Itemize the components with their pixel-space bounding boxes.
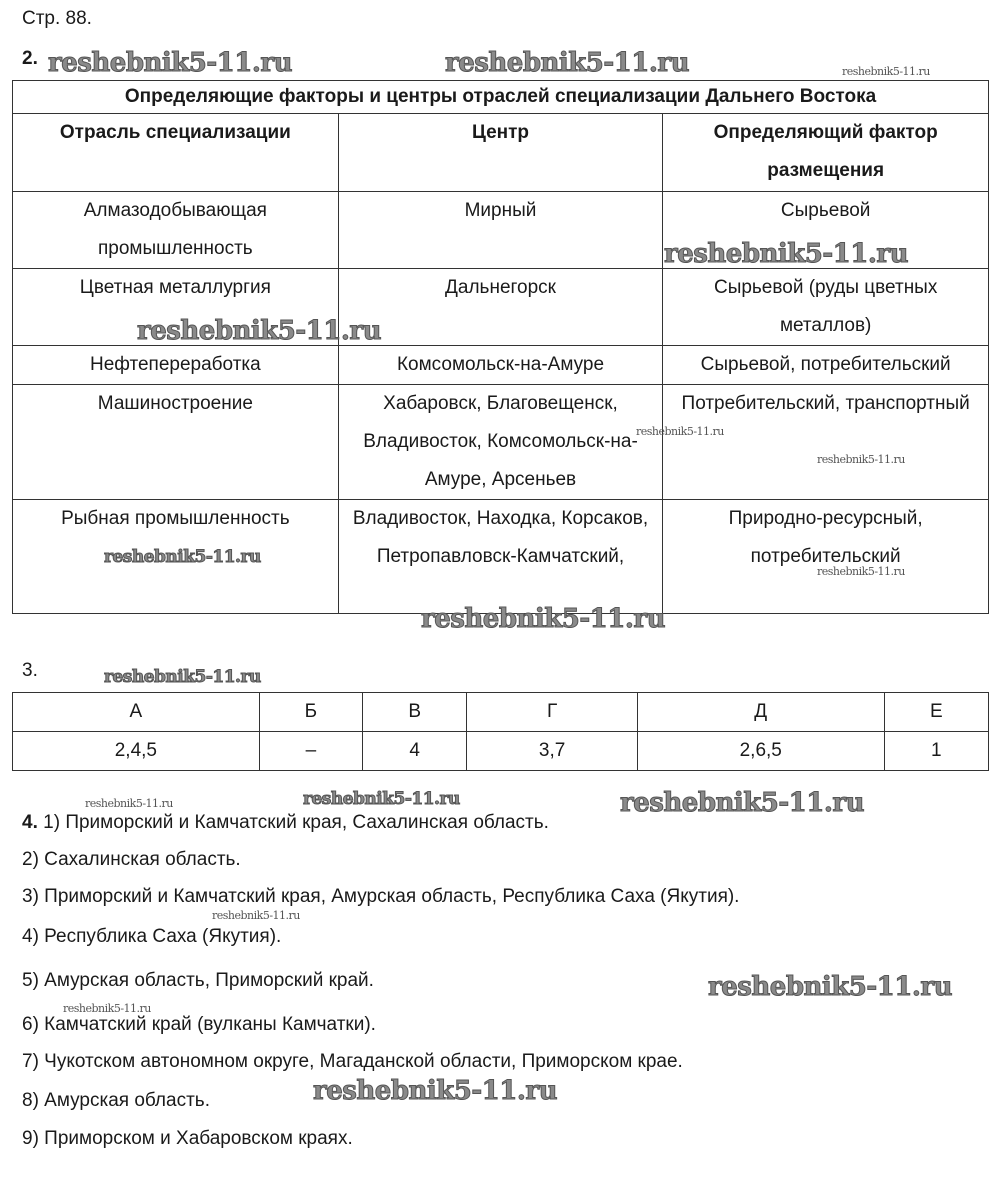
letter-header: Б (259, 693, 362, 732)
task4-number: 4. (22, 812, 38, 833)
task2-number: 2. (22, 48, 38, 69)
center-cell: Хабаровск, Благовещенск, Владивосток, Комсомольск-на-Амуре, Арсеньев (338, 385, 663, 500)
task4-answer-2: 2) Сахалинская область. (22, 849, 241, 870)
watermark: reshebnik5-11.ru (708, 972, 953, 1002)
branch-cell: Машиностроение (13, 385, 339, 500)
factor-cell: Сырьевой (663, 192, 989, 269)
task4-answer-4: 4) Республика Саха (Якутия). (22, 926, 282, 947)
matching-table (12, 692, 989, 771)
watermark: reshebnik5-11.ru (137, 316, 382, 346)
answer-cell: – (259, 732, 362, 771)
watermark: reshebnik5-11.ru (636, 425, 724, 438)
letter-header: Г (467, 693, 637, 732)
factor-cell: Сырьевой (руды цветных металлов) (663, 269, 989, 346)
answer-cell: 3,7 (467, 732, 637, 771)
task4-answer-6: 6) Камчатский край (вулканы Камчатки). (22, 1014, 376, 1035)
watermark: reshebnik5-11.ru (817, 565, 905, 578)
branch-cell: Рыбная промышленность (13, 500, 339, 614)
watermark: reshebnik5-11.ru (842, 65, 930, 78)
watermark: reshebnik5-11.ru (85, 797, 173, 810)
factor-cell: Природно-ресурсный, потребительский (663, 500, 989, 614)
letter-header: Е (884, 693, 988, 732)
center-cell: Дальнегорск (338, 269, 663, 346)
task4-answer-5: 5) Амурская область, Приморский край. (22, 970, 374, 991)
factor-cell: Сырьевой, потребительский (663, 346, 989, 385)
watermark: reshebnik5-11.ru (664, 239, 909, 269)
task4-answer-1 (22, 812, 549, 834)
task4-answer-7: 7) Чукотском автономном округе, Магаданской области, Приморском крае. (22, 1051, 683, 1072)
watermark: reshebnik5-11.ru (421, 604, 666, 634)
answer-text: 1) Приморский и Камчатский края, Сахалинская область. (43, 812, 549, 833)
task4-answer-9: 9) Приморском и Хабаровском краях. (22, 1128, 353, 1149)
letter-header: В (363, 693, 467, 732)
watermark: reshebnik5-11.ru (445, 48, 690, 78)
column-header: Определяющий фактор размещения (663, 114, 989, 192)
branch-cell: Цветная металлургия (13, 269, 339, 346)
letter-header: А (13, 693, 260, 732)
watermark: reshebnik5-11.ru (212, 909, 300, 922)
branch-cell: Алмазодобывающая промышленность (13, 192, 339, 269)
watermark: reshebnik5-11.ru (104, 667, 261, 687)
branch-cell: Нефтепереработка (13, 346, 339, 385)
answer-cell: 4 (363, 732, 467, 771)
task3-number: 3. (22, 660, 38, 681)
column-header: Отрасль специализации (13, 114, 339, 192)
watermark: reshebnik5-11.ru (104, 547, 261, 567)
answer-cell: 2,6,5 (637, 732, 884, 771)
watermark: reshebnik5-11.ru (817, 453, 905, 466)
table-row (13, 385, 989, 500)
specialization-table (12, 80, 989, 614)
watermark: reshebnik5-11.ru (303, 789, 460, 809)
letter-header: Д (637, 693, 884, 732)
center-cell: Владивосток, Находка, Корсаков, Петропавловск-Камчатский, (338, 500, 663, 614)
page-header: Стр. 88. (22, 8, 92, 29)
table-row (13, 346, 989, 385)
answer-cell: 2,4,5 (13, 732, 260, 771)
factor-cell: Потребительский, транспортный (663, 385, 989, 500)
watermark: reshebnik5-11.ru (313, 1076, 558, 1106)
column-header: Центр (338, 114, 663, 192)
watermark: reshebnik5-11.ru (63, 1002, 151, 1015)
answer-cell: 1 (884, 732, 988, 771)
table-title: Определяющие факторы и центры отраслей специализации Дальнего Востока (13, 81, 989, 114)
task4-answer-8: 8) Амурская область. (22, 1090, 210, 1111)
watermark: reshebnik5-11.ru (48, 48, 293, 78)
watermark: reshebnik5-11.ru (620, 788, 865, 818)
center-cell: Мирный (338, 192, 663, 269)
task4-answer-3: 3) Приморский и Камчатский края, Амурская область, Республика Саха (Якутия). (22, 886, 740, 907)
center-cell: Комсомольск-на-Амуре (338, 346, 663, 385)
